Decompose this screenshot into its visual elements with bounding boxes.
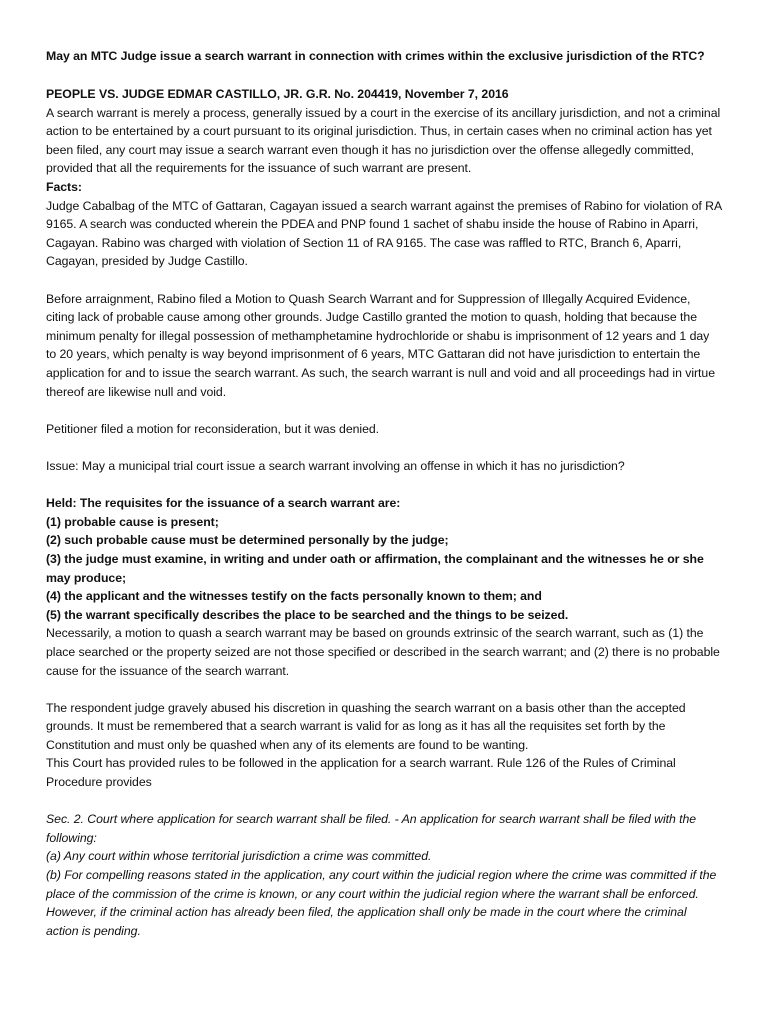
- requisite-item: (4) the applicant and the witnesses testify on the facts personally known to them; and: [46, 589, 542, 604]
- facts-label: Facts:: [46, 180, 82, 195]
- requisite-item: (2) such probable cause must be determined personally by the judge;: [46, 533, 449, 548]
- issue-paragraph: Issue: May a municipal trial court issue a search warrant involving an offense in which it has no jurisdiction?: [46, 458, 625, 473]
- held-label: Held: The requisites for the issuance of a search warrant are:: [46, 496, 401, 511]
- rule-section-2: Sec. 2. Court where application for search warrant shall be filed. - An application for search warrant shall be filed with the following:: [46, 812, 697, 845]
- held-paragraph-3: This Court has provided rules to be followed in the application for a search warrant. Rule 126 of the Rules of Criminal Procedure provides: [46, 756, 676, 790]
- intro-paragraph: A search warrant is merely a process, generally issued by a court in the exercise of its ancillary jurisdiction, and not a criminal action to be entertained by a court pursuant to its original jurisdiction. Thus, in certain cases when no criminal action has yet been filed, any court may issue a search warrant even though it has no jurisdiction over the offense allegedly committed, provided that all the requirements for the issuance of such warrant are present.: [46, 105, 721, 176]
- rule-item-c: However, if the criminal action has already been filed, the application shall only be made in the court where the criminal action is pending.: [46, 905, 687, 938]
- facts-paragraph-2: Before arraignment, Rabino filed a Motion to Quash Search Warrant and for Suppression of Illegally Acquired Evidence, citing lack of probable cause among other grounds. Judge Castillo granted the motion to quash, holding that because the minimum penalty for illegal possession of methamphetamine hydrochloride or shabu is imprisonment of 12 years and 1 day to 20 years, which penalty is way beyond imprisonment of 6 years, MTC Gattaran did not have jurisdiction to entertain the application for and to issue the search warrant. As such, the search warrant is null and void and all proceedings had in virtue thereof are likewise null and void.: [46, 291, 716, 399]
- document-body: [46, 47, 722, 940]
- question-heading: May an MTC Judge issue a search warrant in connection with crimes within the exclusive jurisdiction of the RTC?: [46, 49, 705, 63]
- case-title: PEOPLE VS. JUDGE EDMAR CASTILLO, JR. G.R. No. 204419, November 7, 2016: [46, 87, 509, 102]
- requisite-item: (1) probable cause is present;: [46, 514, 219, 529]
- held-paragraph-2: The respondent judge gravely abused his discretion in quashing the search warrant on a basis other than the accepted grounds. It must be remembered that a search warrant is valid for as long as it has all the requisites set forth by the Constitution and must only be quashed when any of its elements are found to be wanting.: [46, 700, 686, 752]
- held-paragraph-1: Necessarily, a motion to quash a search warrant may be based on grounds extrinsic of the search warrant, such as (1) the place searched or the property seized are not those specified or described in the search warrant; and (2) there is no probable cause for the issuance of the search warrant.: [46, 626, 720, 678]
- rule-item-b: (b) For compelling reasons stated in the application, any court within the judicial region where the crime was committed if the place of the commission of the crime is known, or any court within the judicial region where the warrant shall be enforced.: [46, 868, 717, 901]
- requisite-item: (5) the warrant specifically describes the place to be searched and the things to be seized.: [46, 607, 569, 622]
- requisite-item: (3) the judge must examine, in writing and under oath or affirmation, the complainant and the witnesses he or she may produce;: [46, 551, 704, 585]
- facts-paragraph-3: Petitioner filed a motion for reconsideration, but it was denied.: [46, 421, 380, 436]
- facts-paragraph-1: Judge Cabalbag of the MTC of Gattaran, Cagayan issued a search warrant against the premises of Rabino for violation of RA 9165. A search was conducted wherein the PDEA and PNP found 1 sachet of shabu inside the house of Rabino in Aparri, Cagayan. Rabino was charged with violation of Section 11 of RA 9165. The case was raffled to RTC, Branch 6, Aparri, Cagayan, presided by Judge Castillo.: [46, 198, 722, 269]
- rule-item-a: (a) Any court within whose territorial jurisdiction a crime was committed.: [46, 849, 432, 864]
